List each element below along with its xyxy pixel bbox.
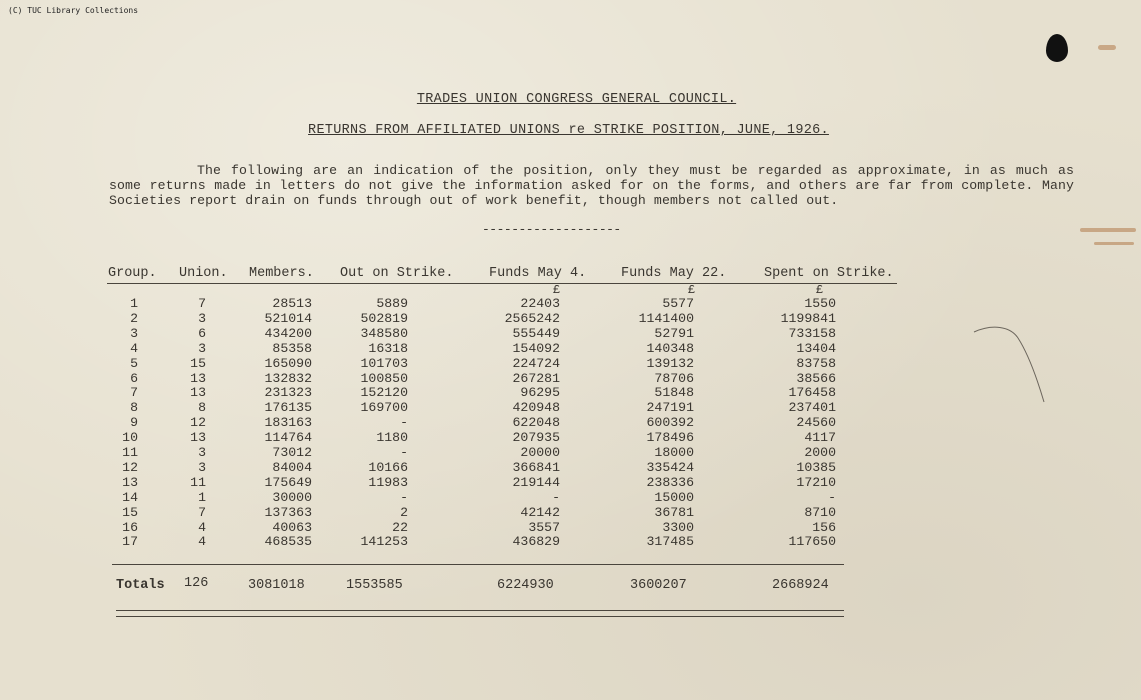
table-row xyxy=(0,430,1141,445)
funds-may4-cell: 154092 xyxy=(512,340,560,356)
funds-may4-cell: 96295 xyxy=(520,385,560,401)
funds-may4-cell: 555449 xyxy=(512,325,560,341)
union-cell: 7 xyxy=(198,504,206,520)
funds-may22-cell: 78706 xyxy=(654,370,694,386)
out-on-strike-cell: 348580 xyxy=(360,325,408,341)
totals-double-rule-2 xyxy=(116,616,844,617)
members-cell: 175649 xyxy=(264,474,312,490)
funds-may22-cell: 140348 xyxy=(646,340,694,356)
out-on-strike-cell: 5889 xyxy=(376,296,408,311)
members-cell: 28513 xyxy=(272,296,312,311)
members-cell: 183163 xyxy=(264,415,312,431)
union-cell: 3 xyxy=(198,340,206,356)
group-cell: 12 xyxy=(122,459,138,475)
union-cell: 7 xyxy=(198,296,206,311)
totals-members: 3081018 xyxy=(248,578,305,593)
group-cell: 4 xyxy=(130,340,138,356)
funds-may4-cell: 366841 xyxy=(512,459,560,475)
union-cell: 12 xyxy=(190,415,206,431)
table-row xyxy=(0,505,1141,520)
members-cell: 84004 xyxy=(272,459,312,475)
funds-may22-cell: 18000 xyxy=(654,445,694,460)
funds-may4-cell: 207935 xyxy=(512,430,560,446)
table-row xyxy=(0,400,1141,415)
union-cell: 11 xyxy=(190,474,206,490)
union-cell: 1 xyxy=(198,489,206,505)
funds-may4-cell: - xyxy=(552,489,560,505)
out-on-strike-cell: 141253 xyxy=(360,534,408,550)
table-row xyxy=(0,520,1141,535)
intro-paragraph xyxy=(109,163,1074,208)
pound-sign: £ xyxy=(688,283,696,297)
table-row xyxy=(0,460,1141,475)
table-row xyxy=(0,475,1141,490)
out-on-strike-cell: 152120 xyxy=(360,385,408,401)
members-cell: 114764 xyxy=(264,430,312,446)
table-row xyxy=(0,371,1141,386)
members-cell: 176135 xyxy=(264,400,312,416)
funds-may22-cell: 238336 xyxy=(646,474,694,490)
library-watermark: (C) TUC Library Collections xyxy=(8,6,139,15)
spent-on-strike-cell: 1199841 xyxy=(780,310,836,326)
col-header-funds-may4: Funds May 4. xyxy=(489,266,587,281)
group-cell: 5 xyxy=(130,355,138,371)
members-cell: 521014 xyxy=(264,310,312,326)
group-cell: 1 xyxy=(130,296,138,311)
funds-may22-cell: 51848 xyxy=(654,385,694,401)
spent-on-strike-cell: 237401 xyxy=(788,400,836,416)
col-header-funds-may22: Funds May 22. xyxy=(621,266,727,281)
union-cell: 3 xyxy=(198,445,206,460)
funds-may22-cell: 139132 xyxy=(646,355,694,371)
pound-sign: £ xyxy=(553,283,561,297)
union-cell: 3 xyxy=(198,459,206,475)
table-row xyxy=(0,385,1141,400)
spent-on-strike-cell: 156 xyxy=(812,519,836,535)
spent-on-strike-cell: 117650 xyxy=(788,534,836,550)
funds-may4-cell: 22403 xyxy=(520,296,560,311)
spent-on-strike-cell: 13404 xyxy=(796,340,836,356)
spent-on-strike-cell: 83758 xyxy=(796,355,836,371)
funds-may4-cell: 3557 xyxy=(528,519,560,535)
out-on-strike-cell: 22 xyxy=(392,519,408,535)
col-header-out-on-strike: Out on Strike. xyxy=(340,266,454,281)
union-cell: 13 xyxy=(190,430,206,446)
totals-union: 126 xyxy=(184,576,209,591)
punch-hole xyxy=(1046,34,1068,62)
members-cell: 434200 xyxy=(264,325,312,341)
group-cell: 11 xyxy=(122,445,138,460)
out-on-strike-cell: - xyxy=(400,489,408,505)
table-row xyxy=(0,534,1141,549)
table-row xyxy=(0,311,1141,326)
union-cell: 4 xyxy=(198,519,206,535)
out-on-strike-cell: 502819 xyxy=(360,310,408,326)
out-on-strike-cell: - xyxy=(400,415,408,431)
pound-sign: £ xyxy=(816,283,824,297)
funds-may22-cell: 247191 xyxy=(646,400,694,416)
table-row xyxy=(0,415,1141,430)
spent-on-strike-cell: 4117 xyxy=(804,430,836,446)
group-cell: 2 xyxy=(130,310,138,326)
intro-text: The following are an indication of the position, only they must be regarded as approximate, in as much as some returns made in letters do not give the information asked for on the forms, and others are far from complete. Many Societies report drain on funds through out of work benefit, though members not called out. xyxy=(109,163,1074,208)
funds-may22-cell: 317485 xyxy=(646,534,694,550)
funds-may4-cell: 436829 xyxy=(512,534,560,550)
out-on-strike-cell: 100850 xyxy=(360,370,408,386)
totals-funds-may4: 6224930 xyxy=(497,578,554,593)
group-cell: 13 xyxy=(122,474,138,490)
funds-may22-cell: 1141400 xyxy=(638,310,694,326)
union-cell: 8 xyxy=(198,400,206,416)
col-header-union: Union. xyxy=(179,266,228,281)
members-cell: 30000 xyxy=(272,489,312,505)
spent-on-strike-cell: 10385 xyxy=(796,459,836,475)
group-cell: 8 xyxy=(130,400,138,416)
group-cell: 15 xyxy=(122,504,138,520)
union-cell: 3 xyxy=(198,310,206,326)
out-on-strike-cell: 169700 xyxy=(360,400,408,416)
out-on-strike-cell: 16318 xyxy=(368,340,408,356)
group-cell: 16 xyxy=(122,519,138,535)
group-cell: 9 xyxy=(130,415,138,431)
funds-may4-cell: 20000 xyxy=(520,445,560,460)
totals-funds-may22: 3600207 xyxy=(630,578,687,593)
members-cell: 73012 xyxy=(272,445,312,460)
funds-may22-cell: 52791 xyxy=(654,325,694,341)
members-cell: 165090 xyxy=(264,355,312,371)
group-cell: 7 xyxy=(130,385,138,401)
group-cell: 17 xyxy=(122,534,138,550)
spent-on-strike-cell: 733158 xyxy=(788,325,836,341)
spent-on-strike-cell: 8710 xyxy=(804,504,836,520)
col-header-group: Group. xyxy=(108,266,157,281)
funds-may22-cell: 5577 xyxy=(662,296,694,311)
rust-stain xyxy=(1094,242,1134,245)
rust-stain xyxy=(1080,228,1136,232)
totals-label: Totals xyxy=(116,578,165,593)
funds-may4-cell: 42142 xyxy=(520,504,560,520)
members-cell: 40063 xyxy=(272,519,312,535)
out-on-strike-cell: 10166 xyxy=(368,459,408,475)
group-cell: 10 xyxy=(122,430,138,446)
table-row xyxy=(0,341,1141,356)
out-on-strike-cell: - xyxy=(400,445,408,460)
funds-may22-cell: 36781 xyxy=(654,504,694,520)
col-header-members: Members. xyxy=(249,266,314,281)
union-cell: 15 xyxy=(190,355,206,371)
members-cell: 468535 xyxy=(264,534,312,550)
totals-top-rule xyxy=(112,564,844,565)
rust-stain xyxy=(1098,45,1116,50)
spent-on-strike-cell: 2000 xyxy=(804,445,836,460)
members-cell: 132832 xyxy=(264,370,312,386)
union-cell: 13 xyxy=(190,385,206,401)
table-row xyxy=(0,356,1141,371)
header-underline xyxy=(107,283,897,284)
union-cell: 4 xyxy=(198,534,206,550)
group-cell: 3 xyxy=(130,325,138,341)
table-row xyxy=(0,490,1141,505)
funds-may22-cell: 335424 xyxy=(646,459,694,475)
funds-may22-cell: 15000 xyxy=(654,489,694,505)
union-cell: 6 xyxy=(198,325,206,341)
members-cell: 231323 xyxy=(264,385,312,401)
funds-may4-cell: 224724 xyxy=(512,355,560,371)
union-cell: 13 xyxy=(190,370,206,386)
spent-on-strike-cell: 176458 xyxy=(788,385,836,401)
table-row xyxy=(0,296,1141,311)
group-cell: 14 xyxy=(122,489,138,505)
funds-may22-cell: 3300 xyxy=(662,519,694,535)
funds-may4-cell: 267281 xyxy=(512,370,560,386)
table-row xyxy=(0,445,1141,460)
out-on-strike-cell: 11983 xyxy=(368,474,408,490)
spent-on-strike-cell: 17210 xyxy=(796,474,836,490)
members-cell: 137363 xyxy=(264,504,312,520)
spent-on-strike-cell: - xyxy=(828,489,836,505)
spent-on-strike-cell: 38566 xyxy=(796,370,836,386)
out-on-strike-cell: 2 xyxy=(400,504,408,520)
out-on-strike-cell: 1180 xyxy=(376,430,408,446)
members-cell: 85358 xyxy=(272,340,312,356)
funds-may4-cell: 622048 xyxy=(512,415,560,431)
funds-may22-cell: 600392 xyxy=(646,415,694,431)
totals-spent-on-strike: 2668924 xyxy=(772,578,829,593)
totals-out-on-strike: 1553585 xyxy=(346,578,403,593)
funds-may4-cell: 2565242 xyxy=(504,310,560,326)
group-cell: 6 xyxy=(130,370,138,386)
funds-may4-cell: 219144 xyxy=(512,474,560,490)
separator-dashes: ------------------- xyxy=(482,222,621,237)
document-subtitle: RETURNS FROM AFFILIATED UNIONS re STRIKE POSITION, JUNE, 1926. xyxy=(308,123,829,138)
document-title: TRADES UNION CONGRESS GENERAL COUNCIL. xyxy=(416,92,737,107)
funds-may4-cell: 420948 xyxy=(512,400,560,416)
totals-double-rule-1 xyxy=(116,610,844,611)
spent-on-strike-cell: 24560 xyxy=(796,415,836,431)
spent-on-strike-cell: 1550 xyxy=(804,296,836,311)
funds-may22-cell: 178496 xyxy=(646,430,694,446)
col-header-spent-on-strike: Spent on Strike. xyxy=(764,266,894,281)
table-row xyxy=(0,326,1141,341)
out-on-strike-cell: 101703 xyxy=(360,355,408,371)
